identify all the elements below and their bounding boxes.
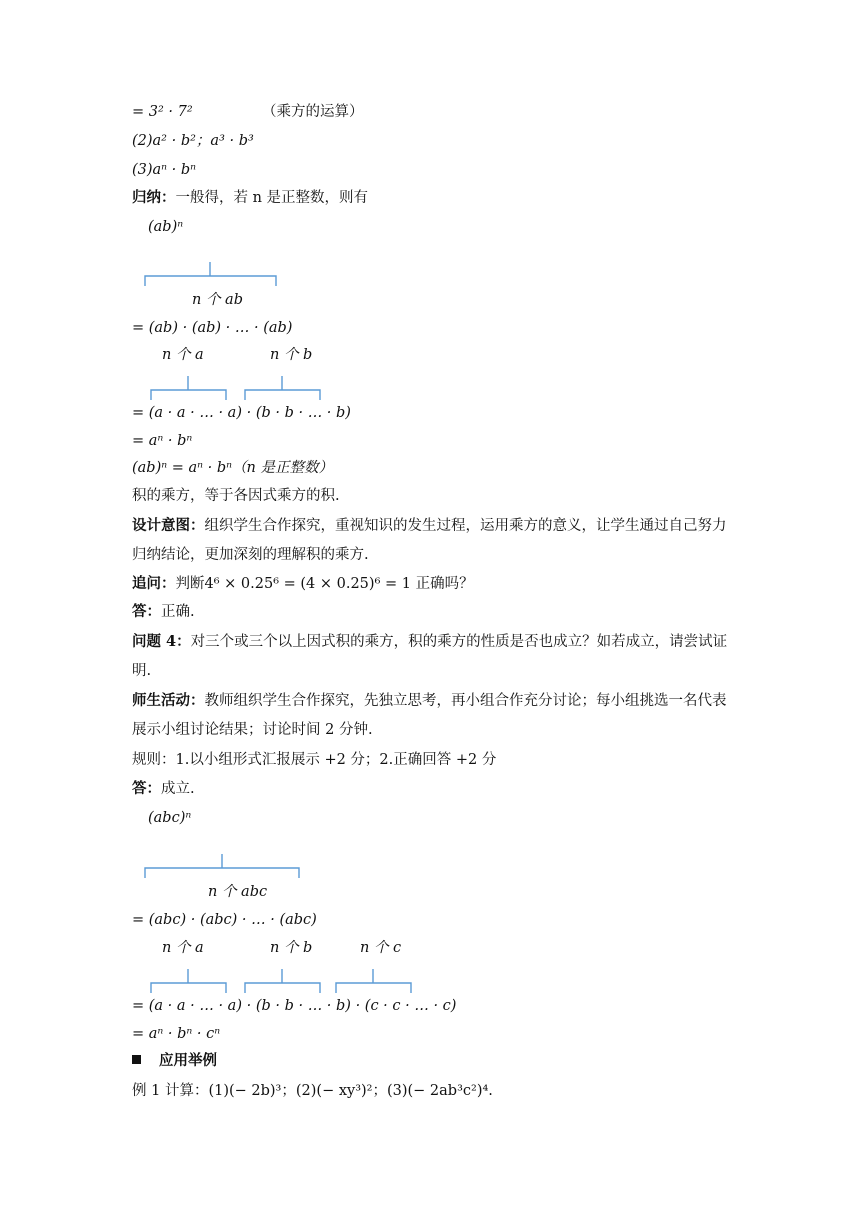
label-n-ab: n 个 ab bbox=[192, 292, 243, 308]
equation: = 3² · 7² bbox=[132, 104, 193, 120]
expr-abc-n: (abc)ⁿ bbox=[148, 810, 192, 826]
brace-n-c-2 bbox=[335, 967, 415, 995]
q4-label: 问题 4： bbox=[132, 633, 191, 650]
section-heading bbox=[132, 1051, 217, 1071]
ask-text: 判断4⁶ × 0.25⁶ = (4 × 0.25)⁶ = 1 正确吗？ bbox=[175, 576, 474, 592]
expr-ab-split: = (a · a · … · a) · (b · b · … · b) bbox=[132, 405, 351, 421]
square-bullet-icon bbox=[132, 1055, 141, 1064]
expr-ab-n: (ab)ⁿ bbox=[148, 219, 184, 235]
design-text: 组织学生合作探究，重视知识的发生过程，运用乘方的意义，让学生通过自己努力 bbox=[204, 518, 727, 534]
answer-1 bbox=[132, 602, 195, 622]
activity-line1 bbox=[132, 691, 727, 711]
rule-formula: (ab)ⁿ = aⁿ · bⁿ（n 是正整数） bbox=[132, 460, 333, 476]
answer-label: 答： bbox=[132, 780, 161, 797]
brace-n-b bbox=[244, 374, 324, 402]
question-4-line2: 明. bbox=[132, 663, 152, 679]
expr-an-bn-cn: = aⁿ · bⁿ · cⁿ bbox=[132, 1026, 221, 1042]
expr-ab-expand: = (ab) · (ab) · … · (ab) bbox=[132, 320, 293, 336]
induction-label: 归纳： bbox=[132, 189, 176, 206]
example-1: 例 1 计算：(1)(− 2b)³；(2)(− xy³)²；(3)(− 2ab³c²)⁴. bbox=[132, 1083, 493, 1099]
label-n-a: n 个 a bbox=[162, 347, 204, 363]
line-power-result bbox=[132, 102, 193, 122]
answer-text: 正确. bbox=[161, 604, 195, 620]
activity-line2: 展示小组讨论结果；讨论时间 2 分钟. bbox=[132, 722, 373, 738]
answer-text: 成立. bbox=[161, 781, 195, 797]
expr-abc-expand: = (abc) · (abc) · … · (abc) bbox=[132, 912, 317, 928]
induction-line bbox=[132, 188, 368, 208]
line-item-3: (3)aⁿ · bⁿ bbox=[132, 162, 197, 178]
label-n-a-2: n 个 a bbox=[162, 940, 204, 956]
brace-n-a-2 bbox=[150, 967, 230, 995]
activity-text: 教师组织学生合作探究，先独立思考，再小组合作充分讨论；每小组挑选一名代表 bbox=[204, 693, 727, 709]
conclusion: 积的乘方，等于各因式乘方的积. bbox=[132, 488, 340, 504]
label-n-b: n 个 b bbox=[270, 347, 313, 363]
brace-n-abc bbox=[144, 852, 302, 880]
follow-up-question bbox=[132, 574, 474, 594]
brace-n-a bbox=[150, 374, 230, 402]
expr-an-bn: = aⁿ · bⁿ bbox=[132, 433, 193, 449]
q4-text: 对三个或三个以上因式积的乘方，积的乘方的性质是否也成立？如若成立，请尝试证 bbox=[190, 634, 728, 650]
note-power-op: （乘方的运算） bbox=[262, 104, 364, 120]
design-intent-line1 bbox=[132, 516, 727, 536]
answer-label: 答： bbox=[132, 603, 161, 620]
label-n-abc: n 个 abc bbox=[208, 884, 268, 900]
brace-n-b-2 bbox=[244, 967, 324, 995]
section-title: 应用举例 bbox=[159, 1052, 217, 1069]
activity-label: 师生活动： bbox=[132, 692, 205, 709]
line-item-2: (2)a² · b²；a³ · b³ bbox=[132, 133, 254, 149]
label-n-c-2: n 个 c bbox=[360, 940, 402, 956]
rules-line: 规则：1.以小组形式汇报展示 +2 分；2.正确回答 +2 分 bbox=[132, 752, 497, 768]
design-label: 设计意图： bbox=[132, 517, 205, 534]
design-intent-line2: 归纳结论，更加深刻的理解积的乘方. bbox=[132, 547, 369, 563]
question-4-line1 bbox=[132, 632, 727, 652]
label-n-b-2: n 个 b bbox=[270, 940, 313, 956]
induction-text: 一般得，若 n 是正整数，则有 bbox=[175, 190, 369, 206]
expr-abc-split: = (a · a · … · a) · (b · b · … · b) · (c · c · … · c) bbox=[132, 998, 457, 1014]
answer-2 bbox=[132, 779, 195, 799]
ask-label: 追问： bbox=[132, 575, 176, 592]
brace-n-ab bbox=[144, 260, 279, 288]
